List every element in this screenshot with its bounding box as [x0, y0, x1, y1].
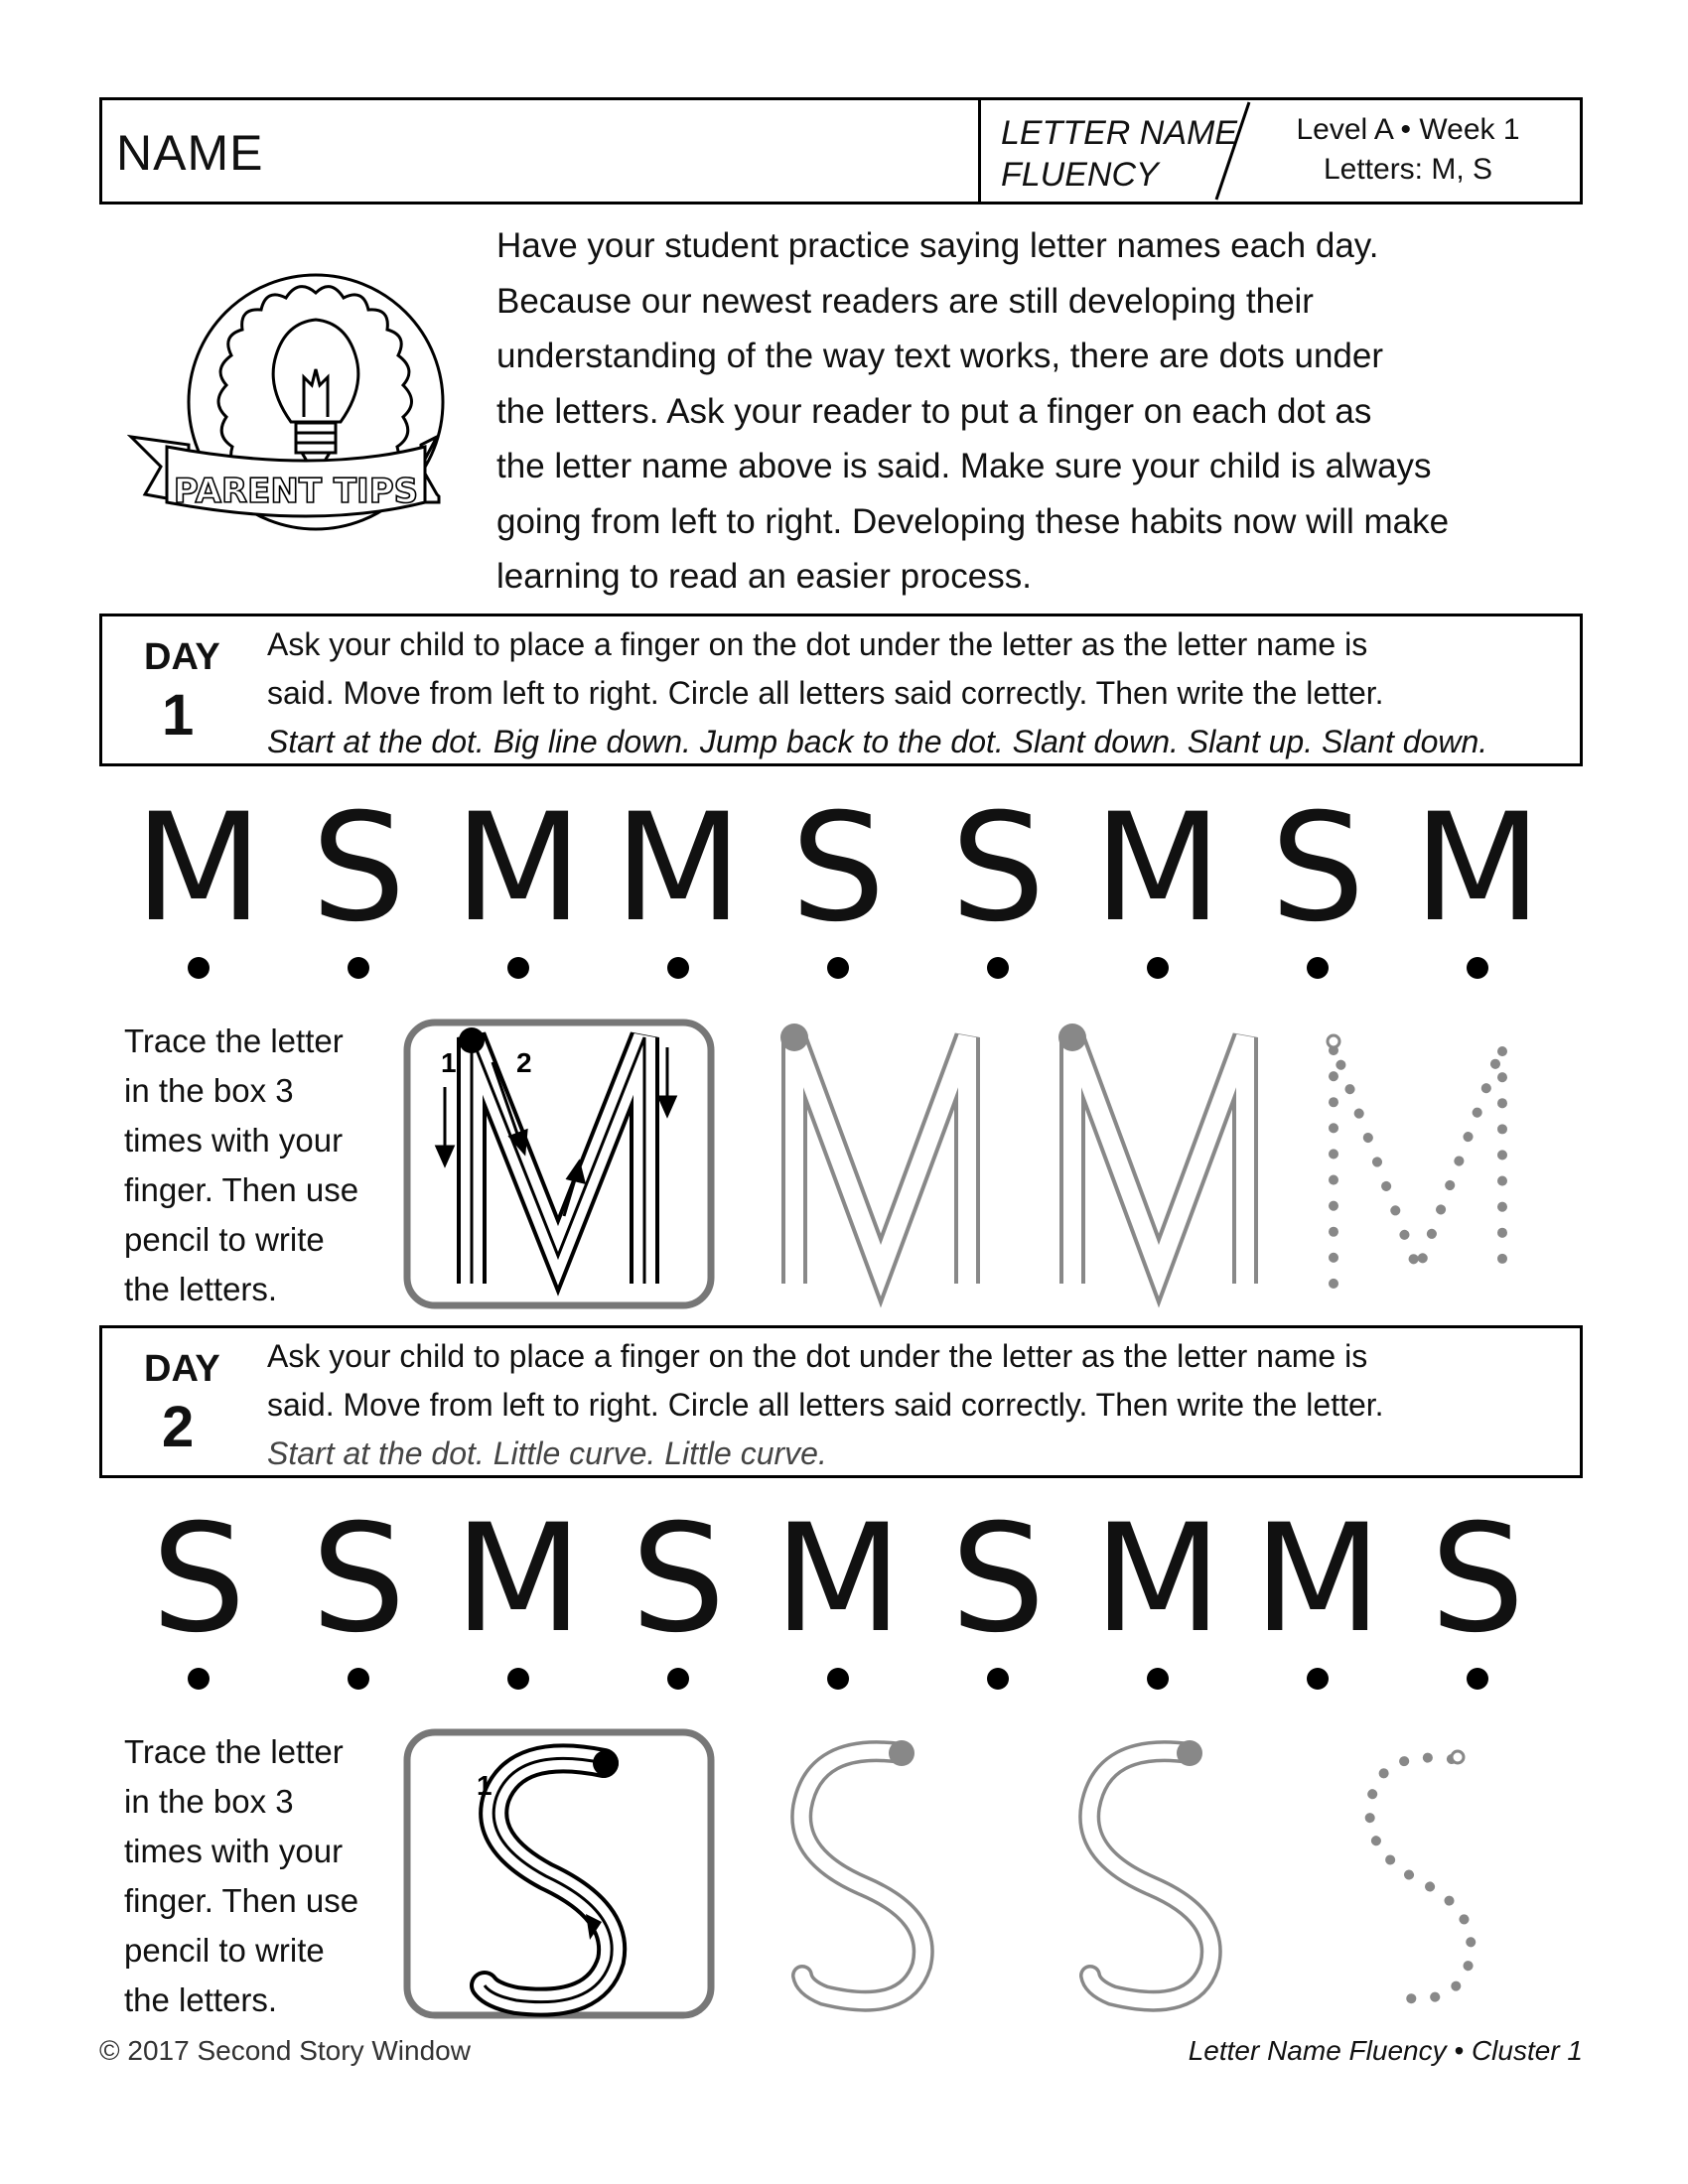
fluency-letter[interactable]: M [1253, 1493, 1382, 1666]
tips-line: Have your student practice saying letter names each day. [496, 226, 1379, 265]
trace-instruction-line: finger. Then use [124, 1171, 359, 1208]
worksheet-title-line2: FLUENCY [1001, 156, 1159, 194]
stroke-number: 1 [441, 1047, 457, 1078]
finger-dot[interactable] [827, 957, 849, 979]
day-1-trace-area [397, 1018, 1529, 1315]
finger-dot[interactable] [667, 957, 689, 979]
fluency-letter[interactable]: M [1093, 1493, 1222, 1666]
badge-label: PARENT TIPS [173, 472, 419, 511]
fluency-letter[interactable]: M [614, 782, 743, 955]
fluency-letter[interactable]: S [151, 1493, 246, 1666]
finger-dot[interactable] [1147, 1668, 1169, 1690]
finger-dot[interactable] [348, 957, 369, 979]
finger-dot[interactable] [188, 957, 210, 979]
finger-dot[interactable] [1307, 957, 1329, 979]
tips-line: the letters. Ask your reader to put a finger on each dot as [496, 391, 1372, 431]
trace-letter-s-outline[interactable] [801, 1740, 923, 2001]
fluency-letter[interactable]: S [950, 1493, 1046, 1666]
finger-dot[interactable] [188, 1668, 210, 1690]
fluency-letter[interactable]: S [790, 782, 886, 955]
instruction-line: Ask your child to place a finger on the dot under the letter as the letter name is [267, 626, 1368, 662]
tips-line: going from left to right. Developing these habits now will make [496, 501, 1450, 541]
finger-dot[interactable] [507, 1668, 529, 1690]
finger-dot[interactable] [1467, 1668, 1488, 1690]
trace-box-s[interactable] [407, 1732, 711, 2015]
fluency-letter[interactable]: S [1430, 1493, 1525, 1666]
instruction-line: said. Move from left to right. Circle all letters said correctly. Then write the letter. [267, 1387, 1384, 1423]
trace-instruction-line: the letters. [124, 1271, 278, 1307]
stroke-number: 2 [516, 1047, 532, 1078]
trace-instructions [124, 1727, 402, 2025]
trace-instruction-line: pencil to write [124, 1932, 325, 1969]
finger-dot[interactable] [1147, 957, 1169, 979]
start-dot [593, 1750, 619, 1776]
finger-dot[interactable] [667, 1668, 689, 1690]
trace-instruction-line: Trace the letter [124, 1733, 344, 1770]
day-label: DAY [144, 636, 220, 678]
fluency-letter[interactable]: M [454, 782, 583, 955]
trace-letter-m-outline[interactable] [780, 1024, 967, 1284]
fluency-letter[interactable]: S [950, 782, 1046, 955]
parent-tips-text [496, 218, 1569, 605]
instruction-line: Ask your child to place a finger on the dot under the letter as the letter name is [267, 1338, 1368, 1374]
trace-letter-s-outline[interactable] [1089, 1740, 1211, 2001]
trace-instruction-line: in the box 3 [124, 1783, 294, 1820]
level-line: Level A • Week 1 [1296, 113, 1520, 146]
trace-instruction-line: Trace the letter [124, 1023, 344, 1059]
trace-letter-m-outline[interactable] [1058, 1024, 1245, 1284]
trace-instruction-line: times with your [124, 1833, 344, 1869]
trace-instruction-line: times with your [124, 1122, 344, 1159]
fluency-letter[interactable]: M [454, 1493, 583, 1666]
fluency-letter[interactable]: S [311, 1493, 406, 1666]
fluency-letter[interactable]: S [311, 782, 406, 955]
trace-instruction-line: finger. Then use [124, 1882, 359, 1919]
header-divider [978, 100, 981, 202]
trace-box-m[interactable] [407, 1023, 711, 1305]
trace-letter-s-dotted[interactable] [1370, 1751, 1472, 1998]
finger-dot[interactable] [987, 957, 1009, 979]
instruction-line: said. Move from left to right. Circle all letters said correctly. Then write the letter. [267, 675, 1384, 711]
trace-instructions [124, 1017, 402, 1314]
letters-line: Letters: M, S [1323, 153, 1493, 186]
worksheet-title-line1: LETTER NAME [1001, 114, 1238, 152]
fluency-letter[interactable]: M [774, 1493, 903, 1666]
day-number: 2 [162, 1395, 195, 1459]
start-dot [459, 1027, 485, 1053]
level-info [1254, 110, 1562, 190]
finger-dot[interactable] [827, 1668, 849, 1690]
finger-dot[interactable] [987, 1668, 1009, 1690]
stroke-number: 1 [477, 1770, 492, 1801]
fluency-letter[interactable]: M [1413, 782, 1542, 955]
tips-line: the letter name above is said. Make sure your child is always [496, 447, 1432, 485]
parent-tips-badge [127, 268, 445, 556]
finger-dot[interactable] [348, 1668, 369, 1690]
fluency-letter[interactable]: S [1270, 782, 1365, 955]
copyright-notice: © 2017 Second Story Window [99, 2035, 471, 2066]
fluency-letter[interactable]: S [631, 1493, 726, 1666]
day-2-trace-area [397, 1727, 1529, 2025]
tips-line: understanding of the way text works, there are dots under [496, 337, 1384, 375]
trace-instruction-line: in the box 3 [124, 1072, 294, 1109]
series-label: Letter Name Fluency • Cluster 1 [1188, 2035, 1583, 2066]
worksheet-title [1001, 112, 1237, 196]
day-number: 1 [162, 683, 195, 748]
fluency-letter[interactable]: M [1093, 782, 1222, 955]
trace-instruction-line: the letters. [124, 1981, 278, 2018]
day-1-instructions [99, 614, 1583, 766]
worksheet-header [99, 97, 1583, 205]
trace-letter-m-dotted[interactable] [1328, 1035, 1502, 1284]
tips-line: Because our newest readers are still developing their [496, 281, 1314, 321]
stroke-hint: Start at the dot. Big line down. Jump back to the dot. Slant down. Slant up. Slant down. [267, 724, 1488, 759]
name-field-label[interactable]: NAME [116, 125, 264, 181]
trace-instruction-line: pencil to write [124, 1221, 325, 1258]
day-label: DAY [144, 1348, 220, 1390]
day-2-instructions [99, 1325, 1583, 1478]
stroke-hint: Start at the dot. Little curve. Little curve. [267, 1435, 827, 1471]
finger-dot[interactable] [1467, 957, 1488, 979]
finger-dot[interactable] [1307, 1668, 1329, 1690]
fluency-letter[interactable]: M [134, 782, 263, 955]
tips-line: learning to read an easier process. [496, 557, 1032, 596]
finger-dot[interactable] [507, 957, 529, 979]
